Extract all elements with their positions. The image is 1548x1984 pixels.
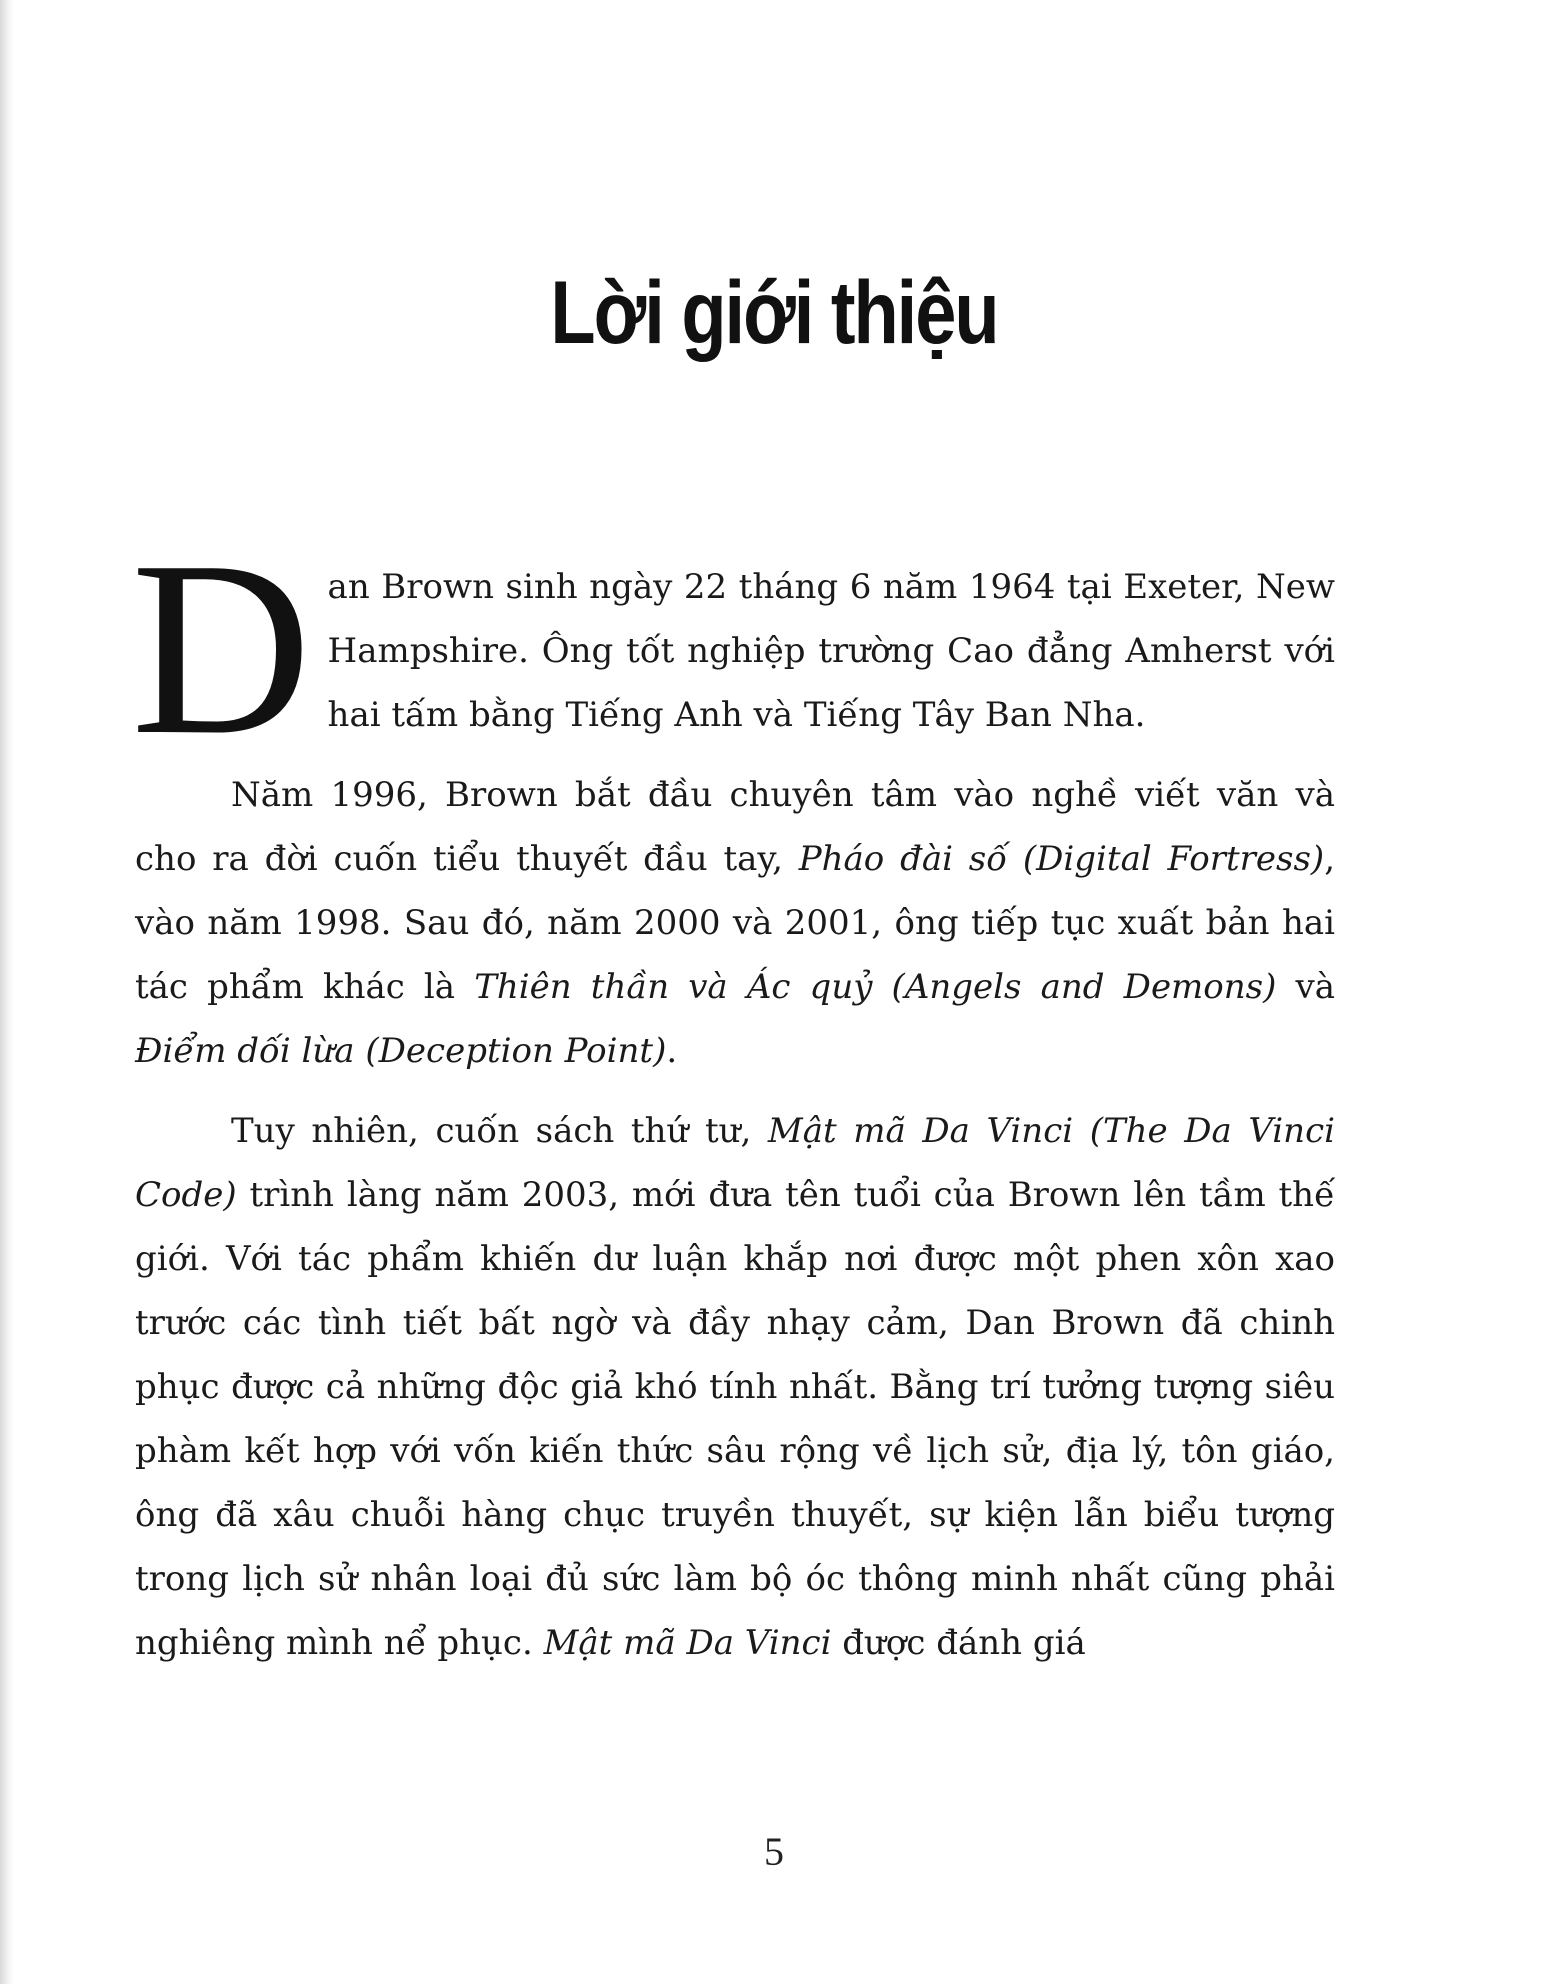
text-segment: . (666, 1031, 678, 1071)
drop-cap: D (131, 510, 312, 787)
book-title-digital-fortress: Pháo đài số (Digital Fortress) (798, 839, 1325, 879)
paragraph-2 (135, 763, 1335, 1083)
text-segment: , vào năm 1998. Sau đó, năm 2000 và 2001, ông tiếp tục xuất bản hai tác phẩm khác là (135, 839, 1336, 1007)
text-segment: và (1276, 967, 1335, 1007)
paragraph-3 (135, 1099, 1335, 1675)
text-segment: được đánh giá (831, 1623, 1086, 1663)
book-title-deception-point: Điểm dối lừa (Deception Point) (135, 1031, 667, 1071)
text-segment: Tuy nhiên, cuốn sách thứ tư, (231, 1111, 768, 1151)
text-segment: Năm 1996, Brown bắt đầu chuyên tâm vào nghề viết văn và cho ra đời cuốn tiểu thuyết đầu tay, (135, 775, 1335, 879)
text-segment: an Brown sinh ngày 22 tháng 6 năm 1964 tại Exeter, New Hampshire. Ông tốt nghiệp trường Cao đẳng Amherst với hai tấm bằng Tiếng Anh và Tiếng Tây Ban Nha. (327, 567, 1335, 735)
book-title-angels-and-demons: Thiên thần và Ác quỷ (Angels and Demons) (474, 967, 1277, 1007)
book-title-da-vinci-code-short: Mật mã Da Vinci (543, 1623, 832, 1663)
page-number: 5 (764, 1829, 784, 1874)
text-segment: trình làng năm 2003, mới đưa tên tuổi của Brown lên tầm thế giới. Với tác phẩm khiến dư luận khắp nơi được một phen xôn xao trước các tình tiết bất ngờ và đầy nhạy cảm, Dan Brown đã chinh phục được cả những độc giả khó tính nhất. Bằng trí tưởng tượng siêu phàm kết hợp với vốn kiến thức sâu rộng về lịch sử, địa lý, tôn giáo, ông đã xâu chuỗi hàng chục truyền thuyết, sự kiện lẫn biểu tượng trong lịch sử nhân loại đủ sức làm bộ óc thông minh nhất cũng phải nghiêng mình nể phục. (135, 1175, 1335, 1663)
paragraph-1 (131, 510, 1335, 787)
body-text (131, 510, 1336, 1691)
page-title: Lời giới thiệu (550, 262, 998, 363)
book-title-da-vinci-code: Mật mã Da Vinci (The Da Vinci Code) (135, 1111, 1335, 1215)
